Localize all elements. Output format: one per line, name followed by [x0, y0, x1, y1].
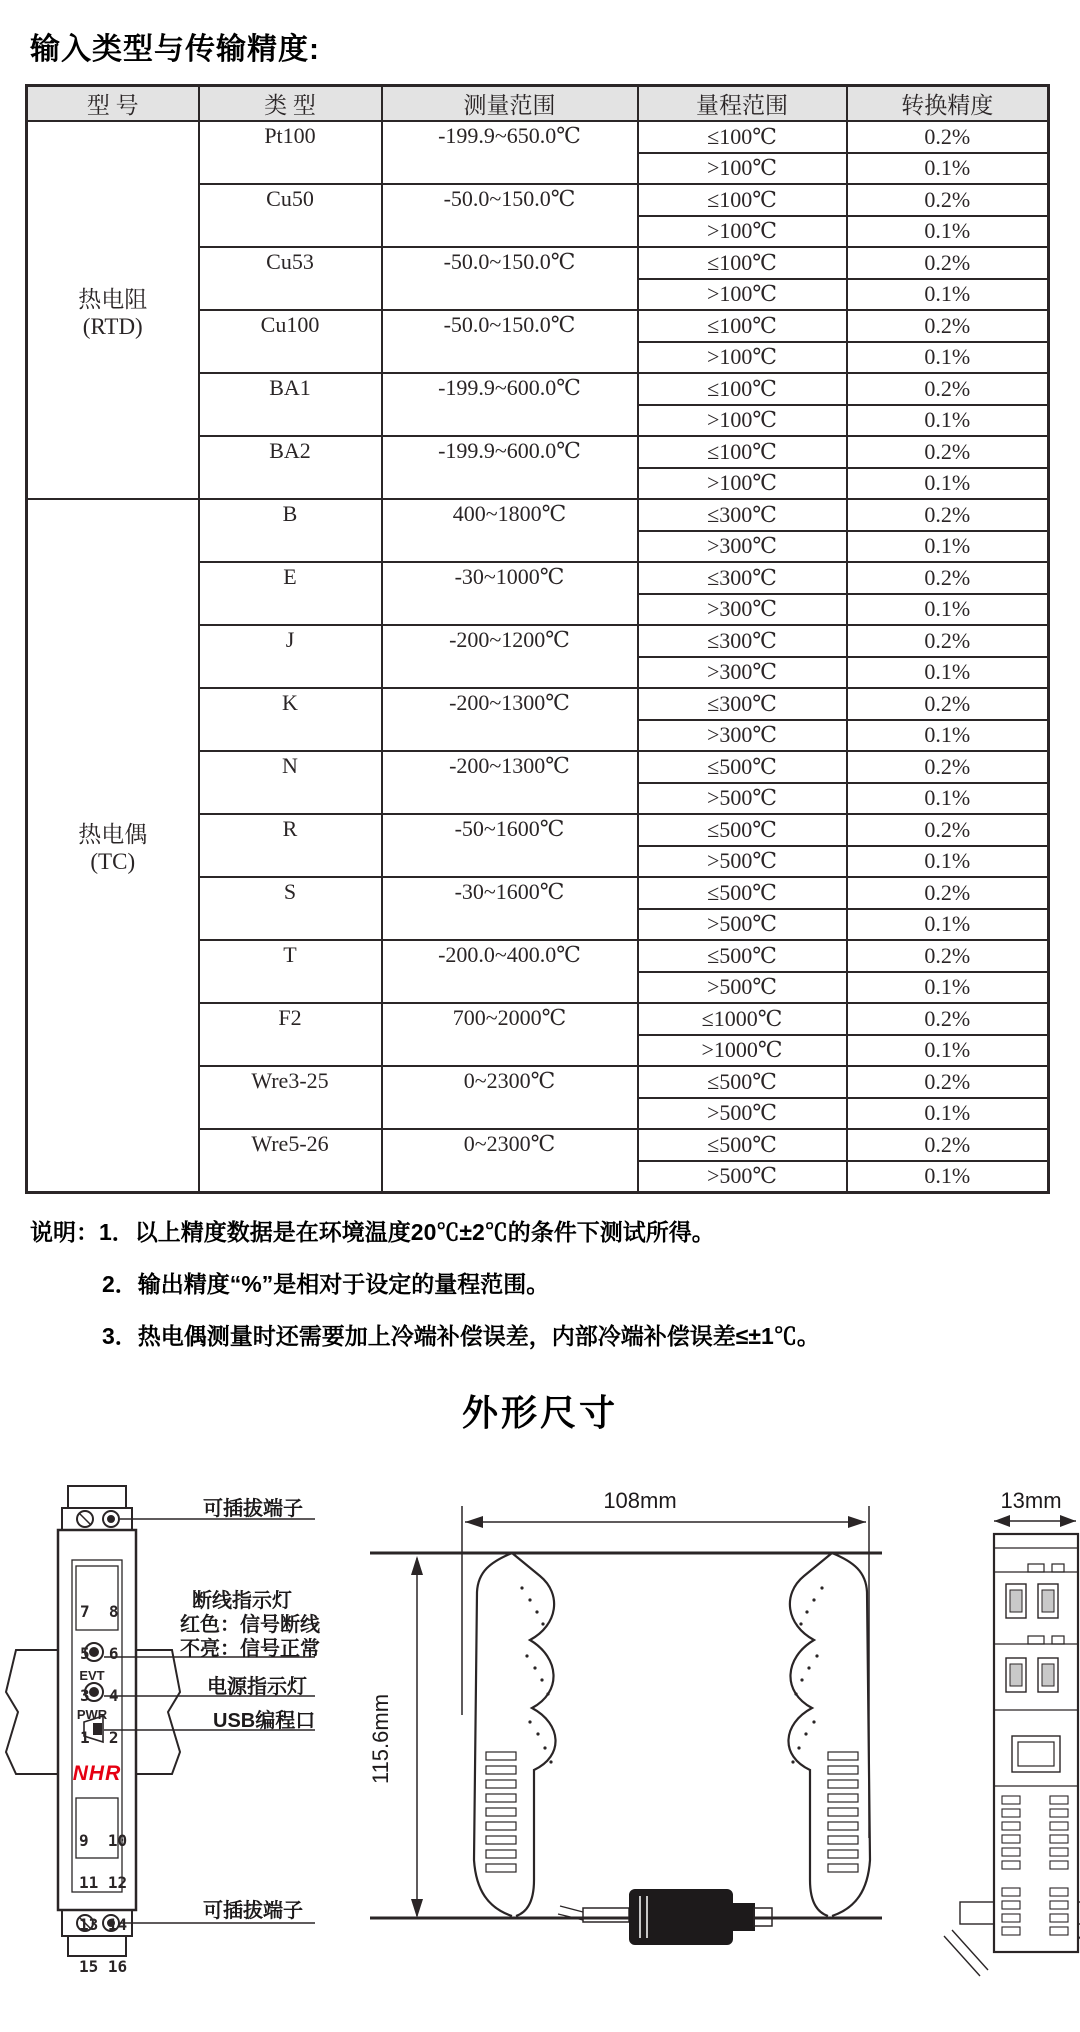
- accuracy-table: [25, 84, 1050, 1194]
- measure-cell: -50.0~150.0℃: [382, 310, 638, 373]
- accuracy-cell: 0.2%: [847, 562, 1049, 594]
- measure-cell: -30~1600℃: [382, 877, 638, 940]
- outline-drawings: [0, 1440, 1080, 2032]
- terminal-row: 13 14: [79, 1915, 128, 1934]
- accuracy-cell: 0.2%: [847, 184, 1049, 216]
- terminal-row: 15 16: [79, 1957, 128, 1976]
- range-cell: ≤300℃: [638, 562, 847, 594]
- notes-block: [30, 1214, 1040, 1370]
- terminal-row: 1 2: [80, 1728, 119, 1747]
- accuracy-cell: 0.2%: [847, 1066, 1049, 1098]
- accuracy-cell: 0.2%: [847, 688, 1049, 720]
- range-cell: ≤100℃: [638, 121, 847, 153]
- accuracy-cell: 0.2%: [847, 373, 1049, 405]
- type-cell: B: [199, 499, 382, 562]
- type-cell: E: [199, 562, 382, 625]
- accuracy-cell: 0.1%: [847, 216, 1049, 248]
- table-header-row: [27, 86, 1049, 122]
- measure-cell: -30~1000℃: [382, 562, 638, 625]
- range-cell: ≤500℃: [638, 940, 847, 972]
- type-cell: T: [199, 940, 382, 1003]
- col-header-type: 类 型: [199, 86, 382, 122]
- accuracy-cell: 0.2%: [847, 1129, 1049, 1161]
- note-item-1: 1．以上精度数据是在环境温度20℃±2℃的条件下测试所得。: [99, 1219, 715, 1245]
- accuracy-cell: 0.1%: [847, 972, 1049, 1004]
- type-cell: Wre3-25: [199, 1066, 382, 1129]
- label-pluggable-terminal-top: 可插拔端子: [203, 1498, 303, 1520]
- col-header-measure: 测量范围: [382, 86, 638, 122]
- range-cell: >100℃: [638, 279, 847, 311]
- accuracy-cell: 0.2%: [847, 940, 1049, 972]
- col-header-model: 型 号: [27, 86, 199, 122]
- type-cell: Cu50: [199, 184, 382, 247]
- accuracy-cell: 0.2%: [847, 499, 1049, 531]
- accuracy-cell: 0.1%: [847, 594, 1049, 626]
- range-cell: >500℃: [638, 846, 847, 878]
- accuracy-cell: 0.2%: [847, 121, 1049, 153]
- page-title: 输入类型与传输精度:: [30, 33, 320, 66]
- accuracy-cell: 0.1%: [847, 153, 1049, 185]
- accuracy-cell: 0.1%: [847, 405, 1049, 437]
- range-cell: ≤100℃: [638, 247, 847, 279]
- measure-cell: -50.0~150.0℃: [382, 247, 638, 310]
- measure-cell: -50.0~150.0℃: [382, 184, 638, 247]
- terminal-numbers-bottom: [79, 1806, 127, 2002]
- accuracy-cell: 0.2%: [847, 625, 1049, 657]
- measure-cell: 0~2300℃: [382, 1129, 638, 1193]
- range-cell: >500℃: [638, 1161, 847, 1193]
- note-line-2: [30, 1266, 1040, 1299]
- range-cell: >300℃: [638, 594, 847, 626]
- range-cell: ≤1000℃: [638, 1003, 847, 1035]
- range-cell: >100℃: [638, 153, 847, 185]
- terminal-row: 9 10: [79, 1831, 128, 1850]
- range-cell: ≤100℃: [638, 310, 847, 342]
- accuracy-cell: 0.1%: [847, 657, 1049, 689]
- measure-cell: 0~2300℃: [382, 1066, 638, 1129]
- terminal-row: 5 6: [80, 1644, 119, 1663]
- accuracy-cell: 0.1%: [847, 909, 1049, 941]
- range-cell: >100℃: [638, 468, 847, 500]
- range-cell: >100℃: [638, 405, 847, 437]
- range-cell: ≤100℃: [638, 373, 847, 405]
- accuracy-cell: 0.1%: [847, 342, 1049, 374]
- range-cell: ≤300℃: [638, 499, 847, 531]
- measure-cell: 400~1800℃: [382, 499, 638, 562]
- range-cell: ≤300℃: [638, 688, 847, 720]
- type-cell: Cu53: [199, 247, 382, 310]
- dimension-width-108mm: 108mm: [603, 1488, 677, 1513]
- type-cell: Cu100: [199, 310, 382, 373]
- range-cell: >300℃: [638, 657, 847, 689]
- accuracy-cell: 0.1%: [847, 1161, 1049, 1193]
- accuracy-cell: 0.1%: [847, 783, 1049, 815]
- label-break-led-off: 不亮：信号正常: [180, 1638, 320, 1660]
- type-cell: N: [199, 751, 382, 814]
- accuracy-cell: 0.1%: [847, 1098, 1049, 1130]
- range-cell: ≤500℃: [638, 814, 847, 846]
- type-cell: K: [199, 688, 382, 751]
- col-header-range: 量程范围: [638, 86, 847, 122]
- accuracy-cell: 0.1%: [847, 846, 1049, 878]
- range-cell: >100℃: [638, 342, 847, 374]
- range-cell: >300℃: [638, 720, 847, 752]
- accuracy-table-body: [27, 121, 1049, 1193]
- label-break-led-red: 红色：信号断线: [180, 1614, 320, 1636]
- accuracy-cell: 0.2%: [847, 436, 1049, 468]
- measure-cell: -200~1200℃: [382, 625, 638, 688]
- range-cell: >1000℃: [638, 1035, 847, 1067]
- measure-cell: -50~1600℃: [382, 814, 638, 877]
- dotted-texture-right: [791, 1586, 823, 1763]
- end-view-rail: [944, 1902, 1080, 1976]
- range-cell: ≤100℃: [638, 184, 847, 216]
- range-cell: ≤300℃: [638, 625, 847, 657]
- accuracy-cell: 0.2%: [847, 310, 1049, 342]
- label-pluggable-terminal-bottom: 可插拔端子: [203, 1900, 303, 1922]
- col-header-accuracy: 转换精度: [847, 86, 1049, 122]
- range-cell: >500℃: [638, 909, 847, 941]
- accuracy-cell: 0.2%: [847, 877, 1049, 909]
- dimensions-heading: 外形尺寸: [461, 1392, 618, 1433]
- dimension-depth-13mm: 13mm: [1000, 1488, 1062, 1513]
- range-cell: >100℃: [638, 216, 847, 248]
- type-cell: F2: [199, 1003, 382, 1066]
- range-cell: ≤100℃: [638, 436, 847, 468]
- note-line-1: [30, 1214, 1040, 1247]
- side-view-profile: [370, 1553, 882, 1944]
- range-cell: ≤500℃: [638, 1066, 847, 1098]
- accuracy-cell: 0.2%: [847, 814, 1049, 846]
- label-power-led: 电源指示灯: [207, 1676, 307, 1698]
- range-cell: >500℃: [638, 972, 847, 1004]
- range-cell: ≤500℃: [638, 751, 847, 783]
- terminal-row: 7 8: [80, 1602, 119, 1621]
- accuracy-cell: 0.1%: [847, 1035, 1049, 1067]
- type-cell: S: [199, 877, 382, 940]
- pwr-led-label: PWR: [76, 1707, 108, 1722]
- accuracy-cell: 0.1%: [847, 279, 1049, 311]
- label-usb-programming-port: USB编程口: [213, 1710, 316, 1732]
- table-row: [27, 121, 1049, 153]
- terminal-row: 3 4: [80, 1686, 119, 1705]
- measure-cell: -200.0~400.0℃: [382, 940, 638, 1003]
- accuracy-cell: 0.1%: [847, 468, 1049, 500]
- accuracy-cell: 0.2%: [847, 1003, 1049, 1035]
- range-cell: ≤500℃: [638, 1129, 847, 1161]
- table-row: [27, 499, 1049, 531]
- model-group-cell: 热电阻 (RTD): [27, 121, 199, 499]
- type-cell: Pt100: [199, 121, 382, 184]
- type-cell: BA1: [199, 373, 382, 436]
- notes-label: 说明：: [30, 1219, 99, 1245]
- evt-led-label: EVT: [79, 1668, 105, 1683]
- dimension-height-115mm: 115.6mm: [368, 1693, 394, 1785]
- model-group-cell: 热电偶 (TC): [27, 499, 199, 1193]
- end-view-body: [944, 1534, 1080, 1976]
- accuracy-cell: 0.2%: [847, 247, 1049, 279]
- measure-cell: 700~2000℃: [382, 1003, 638, 1066]
- dotted-texture-left: [520, 1586, 552, 1763]
- label-break-led-title: 断线指示灯: [192, 1590, 292, 1612]
- range-cell: >500℃: [638, 783, 847, 815]
- type-cell: J: [199, 625, 382, 688]
- note-line-3: [30, 1318, 1040, 1351]
- accuracy-table-wrap: [25, 84, 1047, 1194]
- measure-cell: -199.9~600.0℃: [382, 373, 638, 436]
- measure-cell: -199.9~650.0℃: [382, 121, 638, 184]
- nhr-logo: NHR: [72, 1762, 122, 1785]
- end-view-dimensions: [994, 1515, 1076, 1527]
- accuracy-cell: 0.2%: [847, 751, 1049, 783]
- terminal-row: 11 12: [79, 1873, 128, 1892]
- range-cell: >300℃: [638, 531, 847, 563]
- type-cell: BA2: [199, 436, 382, 499]
- measure-cell: -200~1300℃: [382, 751, 638, 814]
- accuracy-cell: 0.1%: [847, 531, 1049, 563]
- range-cell: ≤500℃: [638, 877, 847, 909]
- note-item-3: 3．热电偶测量时还需要加上冷端补偿误差，内部冷端补偿误差≤±1℃。: [102, 1323, 820, 1349]
- measure-cell: -200~1300℃: [382, 688, 638, 751]
- measure-cell: -199.9~600.0℃: [382, 436, 638, 499]
- note-item-2: 2．输出精度“%”是相对于设定的量程范围。: [102, 1271, 550, 1297]
- range-cell: >500℃: [638, 1098, 847, 1130]
- type-cell: R: [199, 814, 382, 877]
- type-cell: Wre5-26: [199, 1129, 382, 1193]
- accuracy-cell: 0.1%: [847, 720, 1049, 752]
- side-view-dimensions: [411, 1506, 869, 1918]
